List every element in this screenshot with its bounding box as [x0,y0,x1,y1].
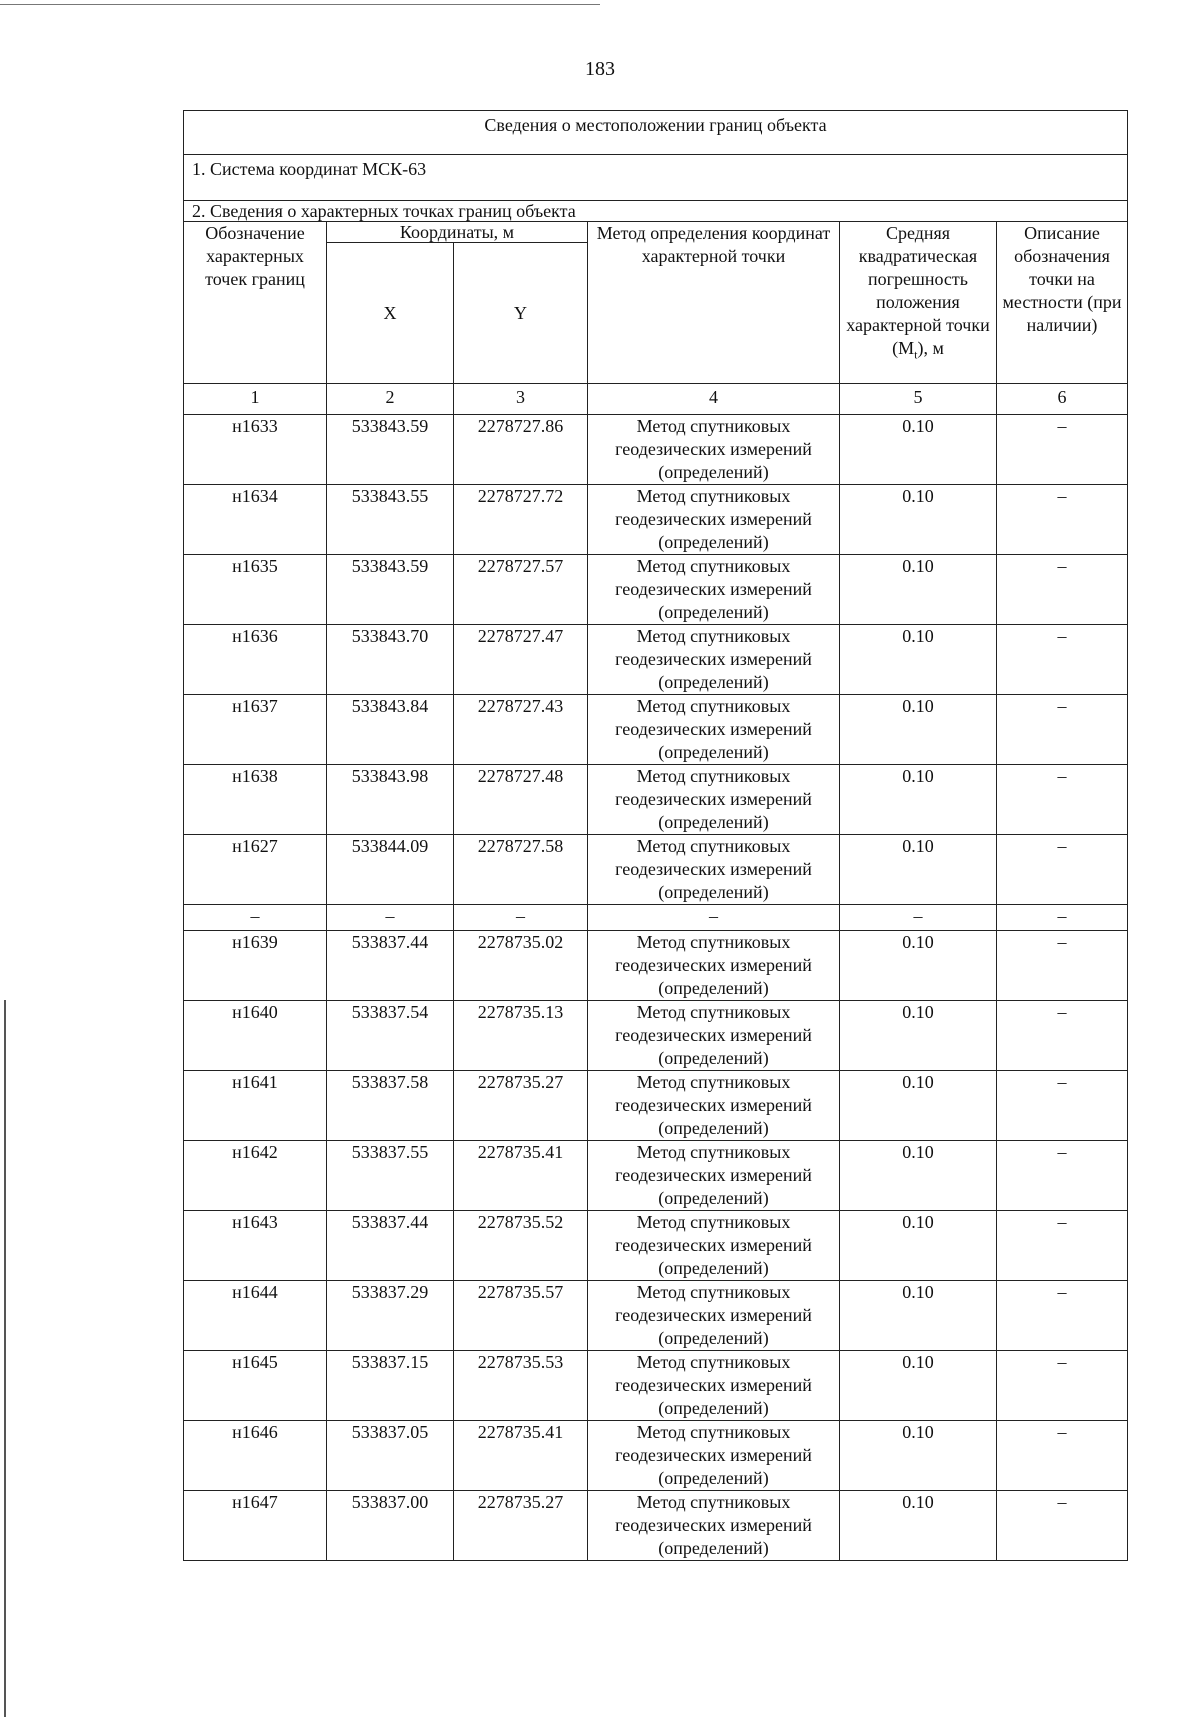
coord-x: 533837.58 [327,1071,454,1141]
description: – [997,625,1128,695]
coord-y: 2278735.41 [454,1421,588,1491]
error-value: 0.10 [840,695,997,765]
description: – [997,765,1128,835]
scan-edge-line-left [4,1000,6,1717]
table-row [184,1491,1128,1561]
header-point-designation: Обозначение характерных точек границ [184,222,327,384]
coord-y: 2278735.27 [454,1071,588,1141]
column-number: 4 [588,384,840,415]
description: – [997,1141,1128,1211]
error-value: 0.10 [840,1211,997,1281]
description: – [997,1421,1128,1491]
method: Метод спутниковых геодезических измерений (определений) [588,931,840,1001]
description: – [997,555,1128,625]
header-coordinates: Координаты, м [327,222,588,243]
description: – [997,1491,1128,1561]
header-error: Средняя квадратическая погрешность положения характерной точки $(M_t)$, м [840,222,997,384]
coord-y: 2278735.57 [454,1281,588,1351]
method: – [588,905,840,931]
error-value: 0.10 [840,765,997,835]
table-row [184,835,1128,905]
error-value: 0.10 [840,625,997,695]
coord-y: 2278727.57 [454,555,588,625]
coord-x: – [327,905,454,931]
description: – [997,1211,1128,1281]
error-value: 0.10 [840,1351,997,1421]
point-id: н1627 [184,835,327,905]
coord-y: 2278727.43 [454,695,588,765]
header-x: X [327,243,454,384]
method: Метод спутниковых геодезических измерений (определений) [588,1001,840,1071]
error-value: 0.10 [840,1141,997,1211]
coord-y: 2278727.48 [454,765,588,835]
table-row [184,625,1128,695]
method: Метод спутниковых геодезических измерений (определений) [588,415,840,485]
point-id: – [184,905,327,931]
point-id: н1643 [184,1211,327,1281]
table-row [184,1211,1128,1281]
coord-y: 2278735.52 [454,1211,588,1281]
point-id: н1634 [184,485,327,555]
method: Метод спутниковых геодезических измерений (определений) [588,765,840,835]
table-row [184,1001,1128,1071]
table-row [184,765,1128,835]
header-y: Y [454,243,588,384]
description: – [997,415,1128,485]
column-number: 1 [184,384,327,415]
coord-y: 2278727.58 [454,835,588,905]
method: Метод спутниковых геодезических измерений (определений) [588,1351,840,1421]
coord-x: 533837.44 [327,1211,454,1281]
section-title: 2. Сведения о характерных точках границ объекта [184,201,1128,222]
description: – [997,1001,1128,1071]
table-row [184,695,1128,765]
coord-x: 533843.70 [327,625,454,695]
table-row [184,485,1128,555]
error-value: 0.10 [840,1281,997,1351]
coord-x: 533844.09 [327,835,454,905]
column-number: 6 [997,384,1128,415]
table-row [184,1141,1128,1211]
table-title: Сведения о местоположении границ объекта [184,111,1128,155]
method: Метод спутниковых геодезических измерений (определений) [588,625,840,695]
method: Метод спутниковых геодезических измерений (определений) [588,1491,840,1561]
error-value: 0.10 [840,1491,997,1561]
description: – [997,1281,1128,1351]
error-value: 0.10 [840,485,997,555]
method: Метод спутниковых геодезических измерений (определений) [588,1141,840,1211]
method: Метод спутниковых геодезических измерений (определений) [588,555,840,625]
point-id: н1639 [184,931,327,1001]
point-id: н1636 [184,625,327,695]
method: Метод спутниковых геодезических измерений (определений) [588,695,840,765]
coord-y: – [454,905,588,931]
coord-y: 2278735.27 [454,1491,588,1561]
boundary-points-table [183,110,1128,1561]
table-row [184,1071,1128,1141]
coord-x: 533843.59 [327,555,454,625]
coord-x: 533843.98 [327,765,454,835]
point-id: н1635 [184,555,327,625]
coord-y: 2278727.47 [454,625,588,695]
coord-x: 533837.55 [327,1141,454,1211]
point-id: н1633 [184,415,327,485]
column-number: 5 [840,384,997,415]
scan-edge-line [0,4,600,5]
point-id: н1641 [184,1071,327,1141]
method: Метод спутниковых геодезических измерений (определений) [588,1071,840,1141]
error-value: 0.10 [840,1421,997,1491]
table-row [184,1421,1128,1491]
coord-x: 533837.54 [327,1001,454,1071]
coord-x: 533837.44 [327,931,454,1001]
header-description: Описание обозначения точки на местности (при наличии) [997,222,1128,384]
table-row [184,931,1128,1001]
coord-y: 2278735.41 [454,1141,588,1211]
table-row [184,1281,1128,1351]
page-number: 183 [585,58,615,80]
description: – [997,695,1128,765]
coord-y: 2278735.13 [454,1001,588,1071]
coord-x: 533837.05 [327,1421,454,1491]
column-number: 3 [454,384,588,415]
method: Метод спутниковых геодезических измерений (определений) [588,835,840,905]
point-id: н1640 [184,1001,327,1071]
coord-x: 533843.84 [327,695,454,765]
column-number: 2 [327,384,454,415]
error-value: 0.10 [840,835,997,905]
coord-x: 533837.00 [327,1491,454,1561]
point-id: н1637 [184,695,327,765]
error-value: 0.10 [840,1001,997,1071]
method: Метод спутниковых геодезических измерений (определений) [588,1421,840,1491]
coord-y: 2278735.02 [454,931,588,1001]
method: Метод спутниковых геодезических измерений (определений) [588,1281,840,1351]
description: – [997,1351,1128,1421]
error-value: 0.10 [840,1071,997,1141]
error-value: – [840,905,997,931]
coord-x: 533837.29 [327,1281,454,1351]
point-id: н1644 [184,1281,327,1351]
coord-x: 533843.59 [327,415,454,485]
method: Метод спутниковых геодезических измерений (определений) [588,485,840,555]
coord-y: 2278727.72 [454,485,588,555]
error-value: 0.10 [840,931,997,1001]
header-method: Метод определения координат характерной точки [588,222,840,384]
point-id: н1647 [184,1491,327,1561]
coord-y: 2278735.53 [454,1351,588,1421]
coord-y: 2278727.86 [454,415,588,485]
method: Метод спутниковых геодезических измерений (определений) [588,1211,840,1281]
error-value: 0.10 [840,555,997,625]
point-id: н1645 [184,1351,327,1421]
table-row [184,415,1128,485]
description: – [997,485,1128,555]
table-row [184,905,1128,931]
description: – [997,905,1128,931]
description: – [997,835,1128,905]
table-row [184,1351,1128,1421]
error-value: 0.10 [840,415,997,485]
table-row [184,555,1128,625]
coord-x: 533843.55 [327,485,454,555]
coord-system: 1. Система координат МСК-63 [184,155,1128,201]
coord-x: 533837.15 [327,1351,454,1421]
point-id: н1638 [184,765,327,835]
description: – [997,1071,1128,1141]
description: – [997,931,1128,1001]
point-id: н1646 [184,1421,327,1491]
point-id: н1642 [184,1141,327,1211]
